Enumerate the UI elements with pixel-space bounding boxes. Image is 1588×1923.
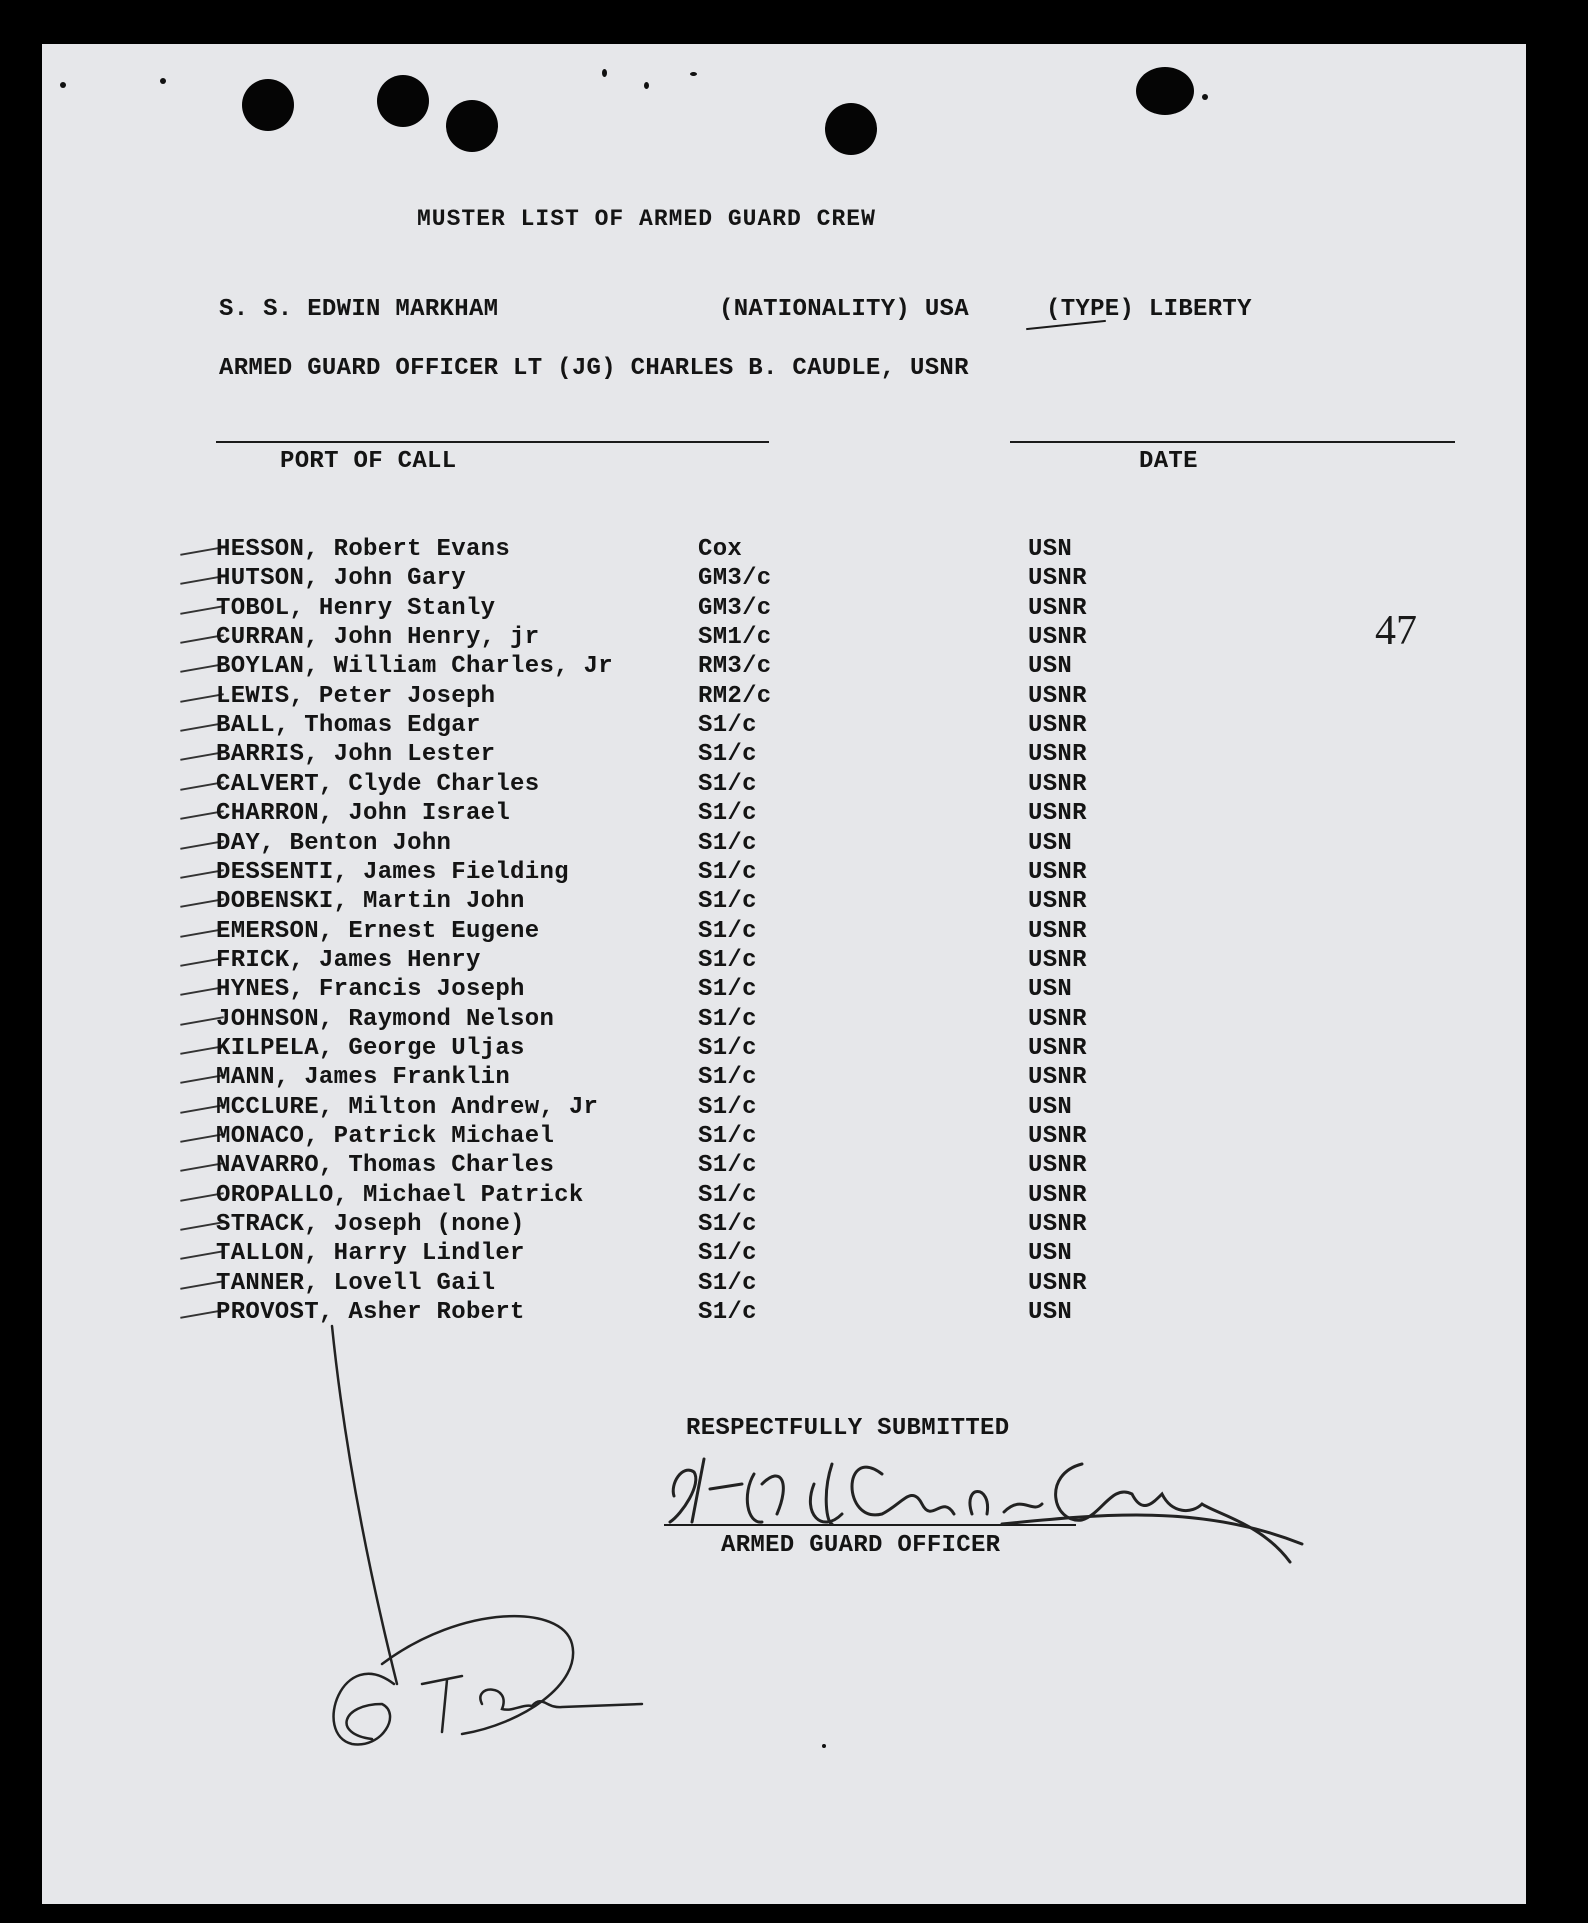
crew-service: USNR: [1028, 946, 1087, 974]
crew-rate: S1/c: [698, 1211, 757, 1239]
crew-name: CHARRON, John Israel: [216, 800, 511, 828]
ship-type: (TYPE) LIBERTY: [1046, 296, 1252, 323]
crew-rate: S1/c: [698, 800, 757, 828]
crew-rate: RM3/c: [698, 653, 772, 681]
crew-rate: S1/c: [698, 1005, 757, 1033]
crew-name: LEWIS, Peter Joseph: [216, 682, 496, 710]
crew-rate: S1/c: [698, 1240, 757, 1268]
initials-signature: [332, 1326, 642, 1744]
crew-service: USNR: [1028, 917, 1087, 945]
crew-name: CURRAN, John Henry, jr: [216, 624, 540, 652]
crew-name: CALVERT, Clyde Charles: [216, 770, 540, 798]
crew-service: USNR: [1028, 565, 1087, 593]
signature-title: ARMED GUARD OFFICER: [721, 1532, 1001, 1559]
crew-service: USNR: [1028, 1005, 1087, 1033]
crew-name: TOBOL, Henry Stanly: [216, 594, 496, 622]
crew-name: HYNES, Francis Joseph: [216, 976, 525, 1004]
crew-name: MANN, James Franklin: [216, 1064, 511, 1092]
crew-rate: Cox: [698, 536, 743, 563]
crew-service: USNR: [1028, 712, 1087, 740]
crew-rate: S1/c: [698, 770, 757, 798]
crew-rate: S1/c: [698, 712, 757, 740]
crew-rate: S1/c: [698, 829, 757, 857]
crew-name: HUTSON, John Gary: [216, 565, 466, 593]
handwriting-layer: [42, 44, 1526, 1904]
crew-name: BOYLAN, William Charles, Jr: [216, 653, 613, 681]
ship-name: S. S. EDWIN MARKHAM: [219, 296, 499, 323]
crew-rate: S1/c: [698, 858, 757, 886]
page-number: 47: [1375, 608, 1417, 654]
crew-rate: S1/c: [698, 1064, 757, 1092]
crew-rate: S1/c: [698, 1152, 757, 1180]
crew-rate: S1/c: [698, 1299, 757, 1327]
crew-rate: RM2/c: [698, 682, 772, 710]
crew-name: DESSENTI, James Fielding: [216, 858, 569, 886]
crew-name: MONACO, Patrick Michael: [216, 1123, 555, 1150]
armed-guard-officer: ARMED GUARD OFFICER LT (JG) CHARLES B. CAUDLE, USNR: [219, 355, 969, 382]
crew-name: HESSON, Robert Evans: [216, 536, 511, 563]
respectfully-submitted: RESPECTFULLY SUBMITTED: [686, 1415, 1010, 1442]
crew-service: USNR: [1028, 624, 1087, 652]
crew-service: USNR: [1028, 800, 1087, 828]
crew-rate: S1/c: [698, 1269, 757, 1297]
crew-rate: S1/c: [698, 741, 757, 769]
crew-service: USNR: [1028, 1152, 1087, 1180]
crew-name: MCCLURE, Milton Andrew, Jr: [216, 1093, 599, 1121]
crew-service: USNR: [1028, 1181, 1087, 1209]
crew-rate: S1/c: [698, 1181, 757, 1209]
date-label: DATE: [1139, 448, 1198, 475]
crew-rate: S1/c: [698, 1034, 757, 1062]
crew-name: KILPELA, George Uljas: [216, 1034, 525, 1062]
crew-name: JOHNSON, Raymond Nelson: [216, 1005, 555, 1033]
crew-name: DAY, Benton John: [216, 829, 452, 857]
crew-service: USNR: [1028, 770, 1087, 798]
crew-service: USN: [1028, 829, 1073, 857]
ship-nationality: (NATIONALITY) USA: [719, 296, 969, 323]
crew-service: USNR: [1028, 1064, 1087, 1092]
crew-service: USN: [1028, 536, 1073, 563]
crew-name: TALLON, Harry Lindler: [216, 1240, 525, 1268]
crew-rate: S1/c: [698, 976, 757, 1004]
crew-rate: GM3/c: [698, 565, 772, 593]
crew-rate: S1/c: [698, 888, 757, 916]
port-of-call-label: PORT OF CALL: [280, 448, 457, 475]
crew-service: USNR: [1028, 1034, 1087, 1062]
crew-name: OROPALLO, Michael Patrick: [216, 1181, 584, 1209]
crew-rate: S1/c: [698, 1123, 757, 1150]
crew-service: USN: [1028, 1299, 1073, 1327]
crew-service: USNR: [1028, 1211, 1087, 1239]
crew-name: STRACK, Joseph (none): [216, 1211, 525, 1239]
crew-service: USN: [1028, 1093, 1073, 1121]
crew-name: EMERSON, Ernest Eugene: [216, 917, 540, 945]
crew-name: DOBENSKI, Martin John: [216, 888, 525, 916]
crew-service: USNR: [1028, 888, 1087, 916]
crew-service: USN: [1028, 976, 1073, 1004]
crew-service: USNR: [1028, 1123, 1087, 1150]
crew-rate: GM3/c: [698, 594, 772, 622]
crew-name: PROVOST, Asher Robert: [216, 1299, 525, 1327]
crew-rate: SM1/c: [698, 624, 772, 652]
crew-rate: S1/c: [698, 1093, 757, 1121]
crew-name: FRICK, James Henry: [216, 946, 481, 974]
document-title: MUSTER LIST OF ARMED GUARD CREW: [417, 206, 876, 232]
crew-service: USNR: [1028, 682, 1087, 710]
crew-service: USN: [1028, 1240, 1073, 1268]
crew-name: BARRIS, John Lester: [216, 741, 496, 769]
crew-name: TANNER, Lovell Gail: [216, 1269, 496, 1297]
crew-name: BALL, Thomas Edgar: [216, 712, 481, 740]
officer-signature: [670, 1459, 1302, 1562]
crew-service: USN: [1028, 653, 1073, 681]
crew-name: NAVARRO, Thomas Charles: [216, 1152, 555, 1180]
crew-service: USNR: [1028, 858, 1087, 886]
crew-rate: S1/c: [698, 917, 757, 945]
crew-service: USNR: [1028, 1269, 1087, 1297]
crew-service: USNR: [1028, 594, 1087, 622]
document-page: [42, 44, 1526, 1904]
crew-rate: S1/c: [698, 946, 757, 974]
crew-service: USNR: [1028, 741, 1087, 769]
